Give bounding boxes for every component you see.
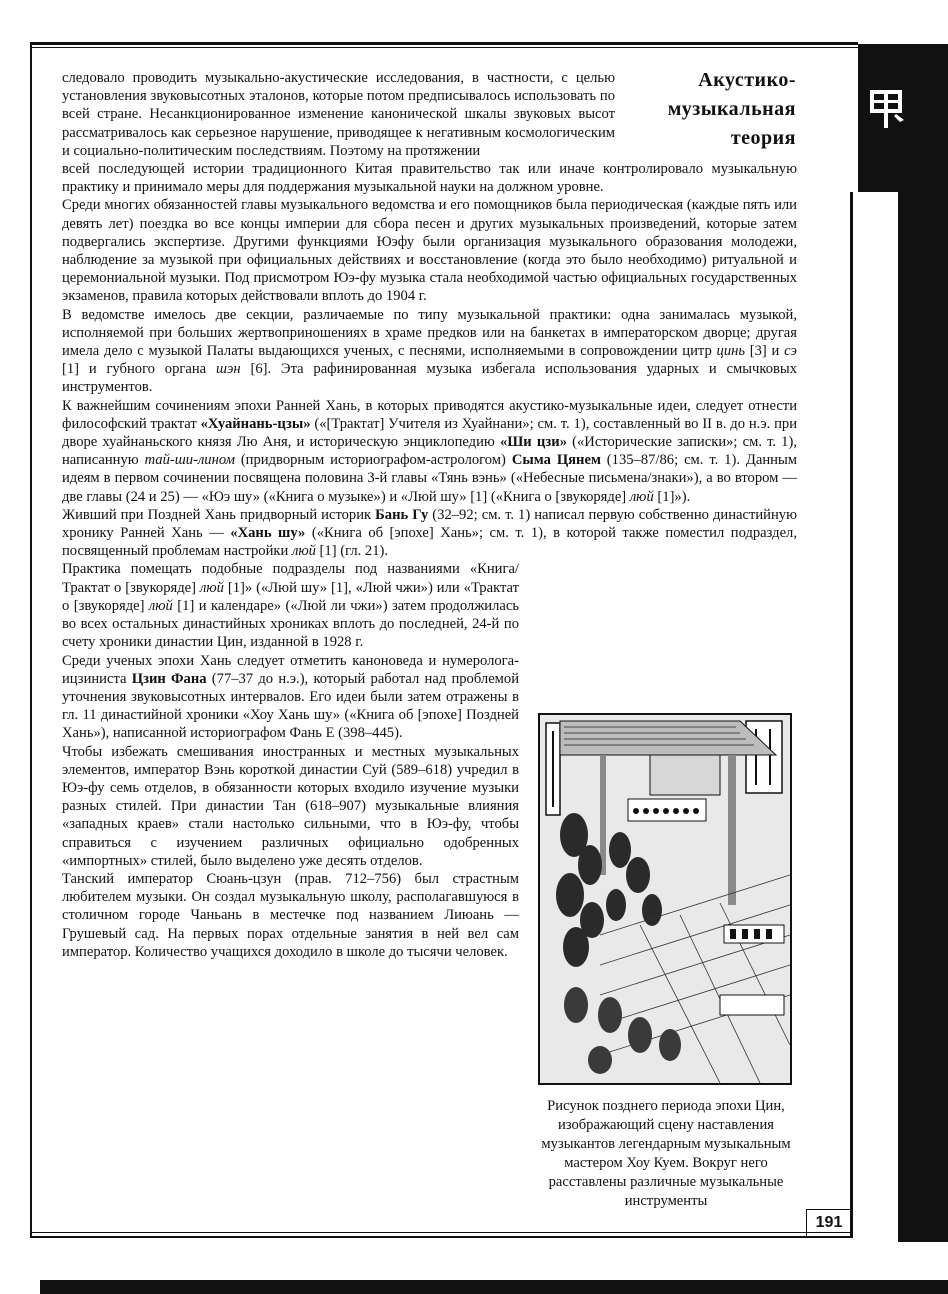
page-frame-top-rule-thin: [30, 47, 858, 48]
figure-caption: Рисунок позднего периода эпохи Цин, изображающий сцену наставления музыкантов легендарным музыкальным мастером Хоу Куем. Вокруг него расставлены различные музыкальные инструменты: [541, 1098, 791, 1209]
sidebar-heading-line-2: музыкальная: [667, 98, 796, 120]
paragraph-9: Танский император Сюань-цзун (прав. 712–756) был страстным любителем музыки. Он создал музыкальную школу, располагавшуюся в столичном городе Чаньань в местечке под названием Лиюань — Грушевый сад. На первых порах отдельные занятия в ней вел сам император. Количество учащихся доходило в школе до тысячи человек.: [62, 870, 519, 960]
paragraph-1-continued: всей последующей истории традиционного Китая правительство так или иначе контролировало музыкальную практику и принимало меры для поддержания музыкальной науки на должном уровне.: [62, 161, 797, 196]
woodcut-scene-image: [540, 715, 790, 1083]
page-frame-bottom-rule-thin: [30, 1232, 850, 1233]
paragraph-5: Живший при Поздней Хань придворный историк Бань Гу (32–92; см. т. 1) написал первую собственно династийную хронику Ранней Хань — «Хань шу» («Книга об [эпохе] Хань»; см. т. 1), в которой также поместил подраздел, посвященный проблемам настройки люй [1] (гл. 21).: [62, 506, 797, 560]
paragraph-3: В ведомстве имелось две секции, различаемые по типу музыкальной практики: одна занималась музыкой, исполняемой при больших жертвоприношениях в храме предков или на банкетах в императорском дворце; другая имела дело с музыкой Палаты выдающихся ученых, с песнями, исполняемыми в сопровождении цитр цинь [3] и сэ [1] и губного органа шэн [6]. Эта рафинированная музыка избегала использования ударных и смычковых инструментов.: [62, 306, 797, 396]
scan-edge: [0, 0, 948, 8]
paragraph-2: Среди многих обязанностей главы музыкального ведомства и его помощников была периодическая (каждые пять или девять лет) поездка во все концы империи для сбора песен и других музыкальных произведений, которые затем подвергались экспертизе. Другими функциями Юэфу были организация музыкального образования молодежи, наблюдение за музыкой при официальных действиях и восстановление (когда это было необходимо) ритуальной и церемониальной музыки. Под присмотром Юэ-фу музыка стала необходимой частью официальных государственных экзаменов, правила которых действовали вплоть до 1904 г.: [62, 197, 797, 305]
paragraph-1-narrow: следовало проводить музыкально-акустические исследования, в частности, с целью установления звуковысотных эталонов, которые потом предписывалось использовать по всей стране. Несанкционированное изменение канонической шкалы звуковых высот рассматривалось как серьезное нарушение, приводящее к негативным космологическим и социально-политическим последствиям. Поэтому на протяжении: [62, 70, 615, 159]
page-frame-left-rule: [30, 42, 32, 1238]
scan-bottom-shadow: [40, 1280, 948, 1294]
side-black-strip: [898, 192, 948, 1242]
sidebar-heading-line-3: теория: [730, 127, 796, 149]
page-number: 191: [806, 1209, 851, 1236]
page-frame-bottom-rule: [30, 1236, 850, 1238]
figure-illustration: [538, 713, 792, 1085]
paragraph-4: К важнейшим сочинениям эпохи Ранней Хань, в которых приводятся акустико-музыкальные идеи, следует отнести философский трактат «Хуайнань-цзы» («[Трактат] Учителя из Хуайнани»; см. т. 1), составленный во II в. до н.э. при дворе хуайнаньского князя Лю Аня, и историческую энциклопедию «Ши цзи» («Исторические записки»; см. т. 1), написанную тай-ши-лином (придворным историографом-астрологом) Сыма Цянем (135–87/86; см. т. 1). Данным идеям в первом сочинении посвящена половина 3-й главы «Тянь вэнь» («Небесные письмена/знаки»), а во втором — две главы (24 и 25) — «Юэ шу» («Книга о музыке») и «Люй шу» [1] («Книга о [звукоряде] люй [1]»).: [62, 397, 797, 505]
paragraph-8: Чтобы избежать смешивания иностранных и местных музыкальных элементов, император Вэнь короткой династии Суй (589–618) учредил в Юэ-фу семь отделов, в обязанности которых входило изучение музыки разных стилей. При династии Тан (618–907) музыкальные влияния «западных краев» стали настолько сильными, что в Юэ-фу, чтобы справиться с изучением различных официально одобренных «импортных» стилей, было выделено уже десять отделов.: [62, 743, 519, 869]
paragraph-6: Практика помещать подобные подразделы под названиями «Книга/Трактат о [звукоряде] люй [1]» («Люй шу» [1], «Люй чжи») или «Трактат о [звукоряде] люй [1] и календаре» («Люй ли чжи») затем продолжилась во всех остальных династийных хрониках вплоть до последней, 24-й по счету хроники династии Цин, изданной в 1928 г.: [62, 561, 520, 651]
section-glyph-icon: [866, 84, 906, 130]
page-frame-top-rule: [30, 42, 858, 45]
sidebar-heading-line-1: Акустико-: [698, 69, 796, 91]
paragraph-7: Среди ученых эпохи Хань следует отметить каноноведа и нумеролога-ицзиниста Цзин Фана (77–37 до н.э.), который работал над проблемой уточнения звуковысотных интервалов. Его идеи были затем отражены в гл. 11 династийной хроники «Хоу Хань шу» («Книга об [эпохе] Поздней Хань»), написанной историографом Фань Е (398–445).: [62, 652, 520, 742]
page-frame-right-rule: [850, 192, 853, 1238]
